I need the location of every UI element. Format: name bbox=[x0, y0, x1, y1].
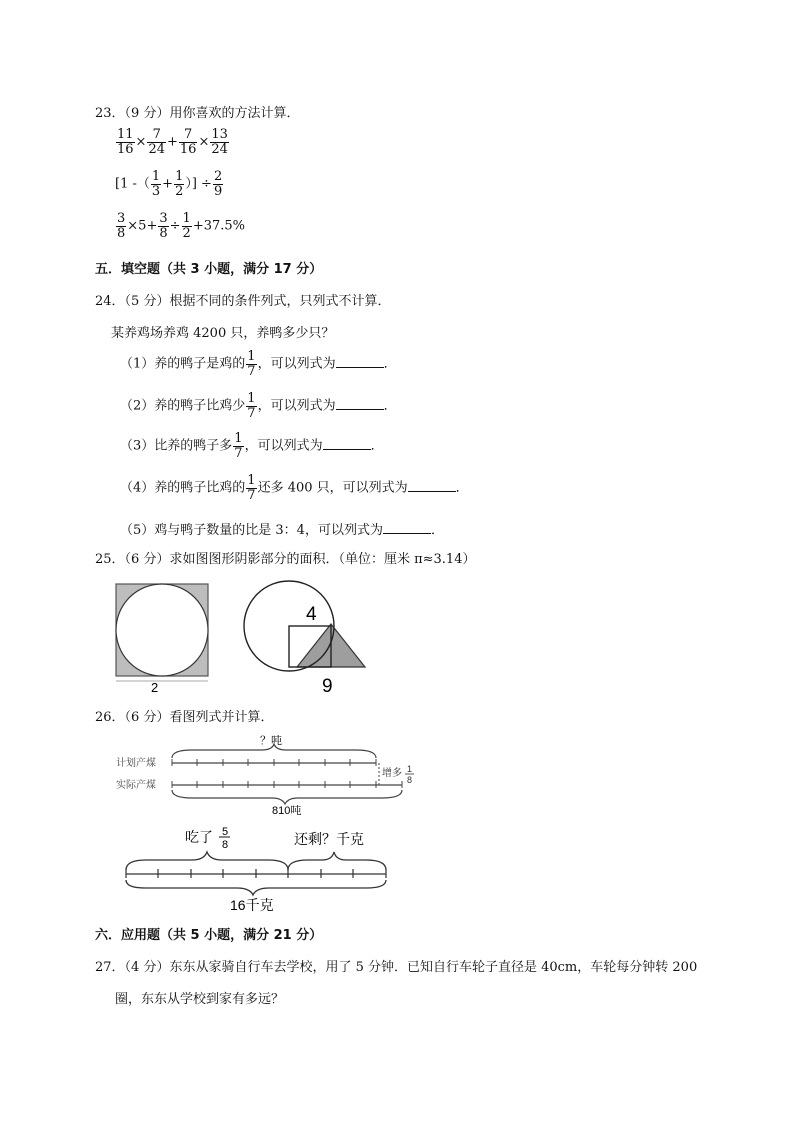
fraction-numerator: 11 bbox=[117, 127, 134, 142]
answer-blank[interactable] bbox=[383, 523, 431, 534]
q26-bar-diagram-1 bbox=[112, 728, 422, 816]
fraction-numerator: 1 bbox=[175, 169, 184, 184]
row-1-label: 计划产煤 bbox=[116, 758, 156, 769]
bracket-text: ）] ÷ bbox=[185, 176, 212, 192]
item-text: ，可以列式为 bbox=[244, 438, 323, 454]
fraction-denominator: 16 bbox=[179, 141, 197, 157]
inner-circle bbox=[116, 584, 208, 676]
answer-blank[interactable] bbox=[336, 357, 384, 368]
fraction-numerator: 1 bbox=[247, 391, 256, 406]
fraction-numerator: 1 bbox=[234, 431, 243, 446]
q23-expression-3 bbox=[115, 212, 245, 240]
figure-2-label-base: 9 bbox=[322, 676, 333, 696]
fraction-numerator: 1 bbox=[151, 169, 161, 184]
fraction-numerator: 7 bbox=[147, 128, 166, 143]
fraction-denominator: 9 bbox=[213, 183, 223, 199]
q23-expression-2 bbox=[115, 170, 224, 198]
increase-numerator: 1 bbox=[407, 764, 413, 774]
increase-denominator: 8 bbox=[407, 775, 413, 785]
fraction-denominator: 8 bbox=[117, 225, 126, 241]
fraction-denominator: 2 bbox=[175, 183, 184, 199]
fraction-denominator: 8 bbox=[159, 225, 168, 241]
bottom-label: 810吨 bbox=[272, 805, 302, 816]
q24-item-2 bbox=[120, 392, 397, 420]
answer-blank[interactable] bbox=[336, 399, 384, 410]
fraction-numerator: 2 bbox=[213, 169, 223, 184]
item-end: ． bbox=[370, 438, 384, 454]
fraction-denominator: 7 bbox=[234, 445, 243, 461]
top-label: ？吨 bbox=[260, 735, 282, 747]
eaten-numerator: 5 bbox=[222, 826, 229, 838]
fraction-denominator: 2 bbox=[182, 225, 191, 241]
q24-item-5 bbox=[120, 519, 444, 538]
fraction-numerator: 13 bbox=[211, 127, 228, 142]
answer-blank[interactable] bbox=[323, 439, 371, 450]
q24-item-1 bbox=[120, 350, 397, 378]
fraction-denominator: 7 bbox=[247, 487, 256, 503]
item-text: （2）养的鸭子比鸡少 bbox=[120, 398, 246, 414]
fraction-denominator: 7 bbox=[247, 405, 256, 421]
q24-item-3 bbox=[120, 432, 384, 460]
item-text: ，可以列式为 bbox=[257, 398, 336, 414]
remaining-label: 还剩？千克 bbox=[294, 831, 364, 847]
operator: × bbox=[198, 134, 210, 150]
fraction-numerator: 3 bbox=[117, 211, 126, 226]
total-brace bbox=[126, 880, 386, 895]
row-2-label: 实际产煤 bbox=[116, 780, 156, 791]
percent-text: +37.5% bbox=[192, 218, 246, 234]
operator: ×5+ bbox=[127, 218, 158, 234]
item-text: 还多 400 只，可以列式为 bbox=[257, 480, 408, 496]
section-five-heading: 五．填空题（共 3 小题，满分 17 分） bbox=[95, 262, 323, 277]
item-text: （5）鸡与鸭子数量的比是 3：4，可以列式为 bbox=[120, 523, 383, 538]
fraction-denominator: 24 bbox=[211, 141, 228, 157]
fraction-denominator: 7 bbox=[247, 363, 256, 379]
eaten-brace bbox=[126, 852, 288, 870]
operator: × bbox=[135, 134, 147, 150]
q23-expression-1 bbox=[115, 128, 230, 156]
item-end: ． bbox=[383, 398, 397, 414]
fraction-denominator: 24 bbox=[148, 141, 165, 157]
answer-blank[interactable] bbox=[408, 481, 456, 492]
fraction-numerator: 1 bbox=[247, 473, 256, 488]
item-text: （3）比养的鸭子多 bbox=[120, 438, 233, 454]
q23-header: 23．（9 分）用你喜欢的方法计算． bbox=[95, 106, 300, 121]
q25-header: 25．（6 分）求如图图形阴影部分的面积．（单位：厘米 π≈3.14） bbox=[95, 552, 476, 567]
bottom-brace bbox=[172, 790, 402, 804]
fraction-numerator: 7 bbox=[179, 128, 198, 143]
item-end: ． bbox=[430, 523, 444, 538]
section-six-heading: 六．应用题（共 5 小题，满分 21 分） bbox=[95, 928, 323, 943]
q27-line-2: 圈，东东从学校到家有多远？ bbox=[115, 992, 285, 1007]
fraction-numerator: 3 bbox=[159, 211, 168, 226]
q26-header: 26．（6 分）看图列式并计算． bbox=[95, 710, 274, 725]
square-circle-figure bbox=[116, 584, 208, 695]
eaten-label: 吃了 bbox=[185, 829, 213, 845]
fraction-numerator: 1 bbox=[247, 349, 256, 364]
q24-item-4 bbox=[120, 474, 469, 502]
remaining-brace bbox=[288, 852, 386, 870]
total-label: 16千克 bbox=[230, 897, 274, 913]
q24-intro: 某养鸡场养鸡 4200 只，养鸭多少只？ bbox=[111, 326, 335, 341]
operator: + bbox=[162, 176, 174, 192]
figure-2-label-radius: 4 bbox=[306, 604, 317, 625]
fraction-denominator: 16 bbox=[117, 141, 134, 157]
item-text: ，可以列式为 bbox=[257, 356, 336, 372]
item-text: （1）养的鸭子是鸡的 bbox=[120, 356, 246, 372]
circle-triangle-figure bbox=[244, 581, 365, 696]
item-end: ． bbox=[455, 480, 469, 496]
item-text: （4）养的鸭子比鸡的 bbox=[120, 480, 246, 496]
fraction-denominator: 3 bbox=[151, 183, 161, 199]
q26-bar-diagram-2 bbox=[112, 822, 422, 914]
q27-line-1: 27．（4 分）东东从家骑自行车去学校，用了 5 分钟．已知自行车轮子直径是 40cm，车轮每分钟转 200 bbox=[95, 960, 698, 975]
q24-header: 24．（5 分）根据不同的条件列式，只列式不计算． bbox=[95, 294, 391, 309]
operator: ÷ bbox=[169, 218, 181, 234]
item-end: ． bbox=[383, 356, 397, 372]
eaten-denominator: 8 bbox=[222, 839, 229, 851]
bracket-text: [1 -（ bbox=[115, 176, 150, 192]
increase-label: 增多 bbox=[382, 768, 402, 779]
q25-figures bbox=[112, 580, 374, 696]
figure-1-label: 2 bbox=[151, 680, 159, 695]
fraction-numerator: 1 bbox=[182, 211, 191, 226]
operator: + bbox=[167, 134, 178, 150]
